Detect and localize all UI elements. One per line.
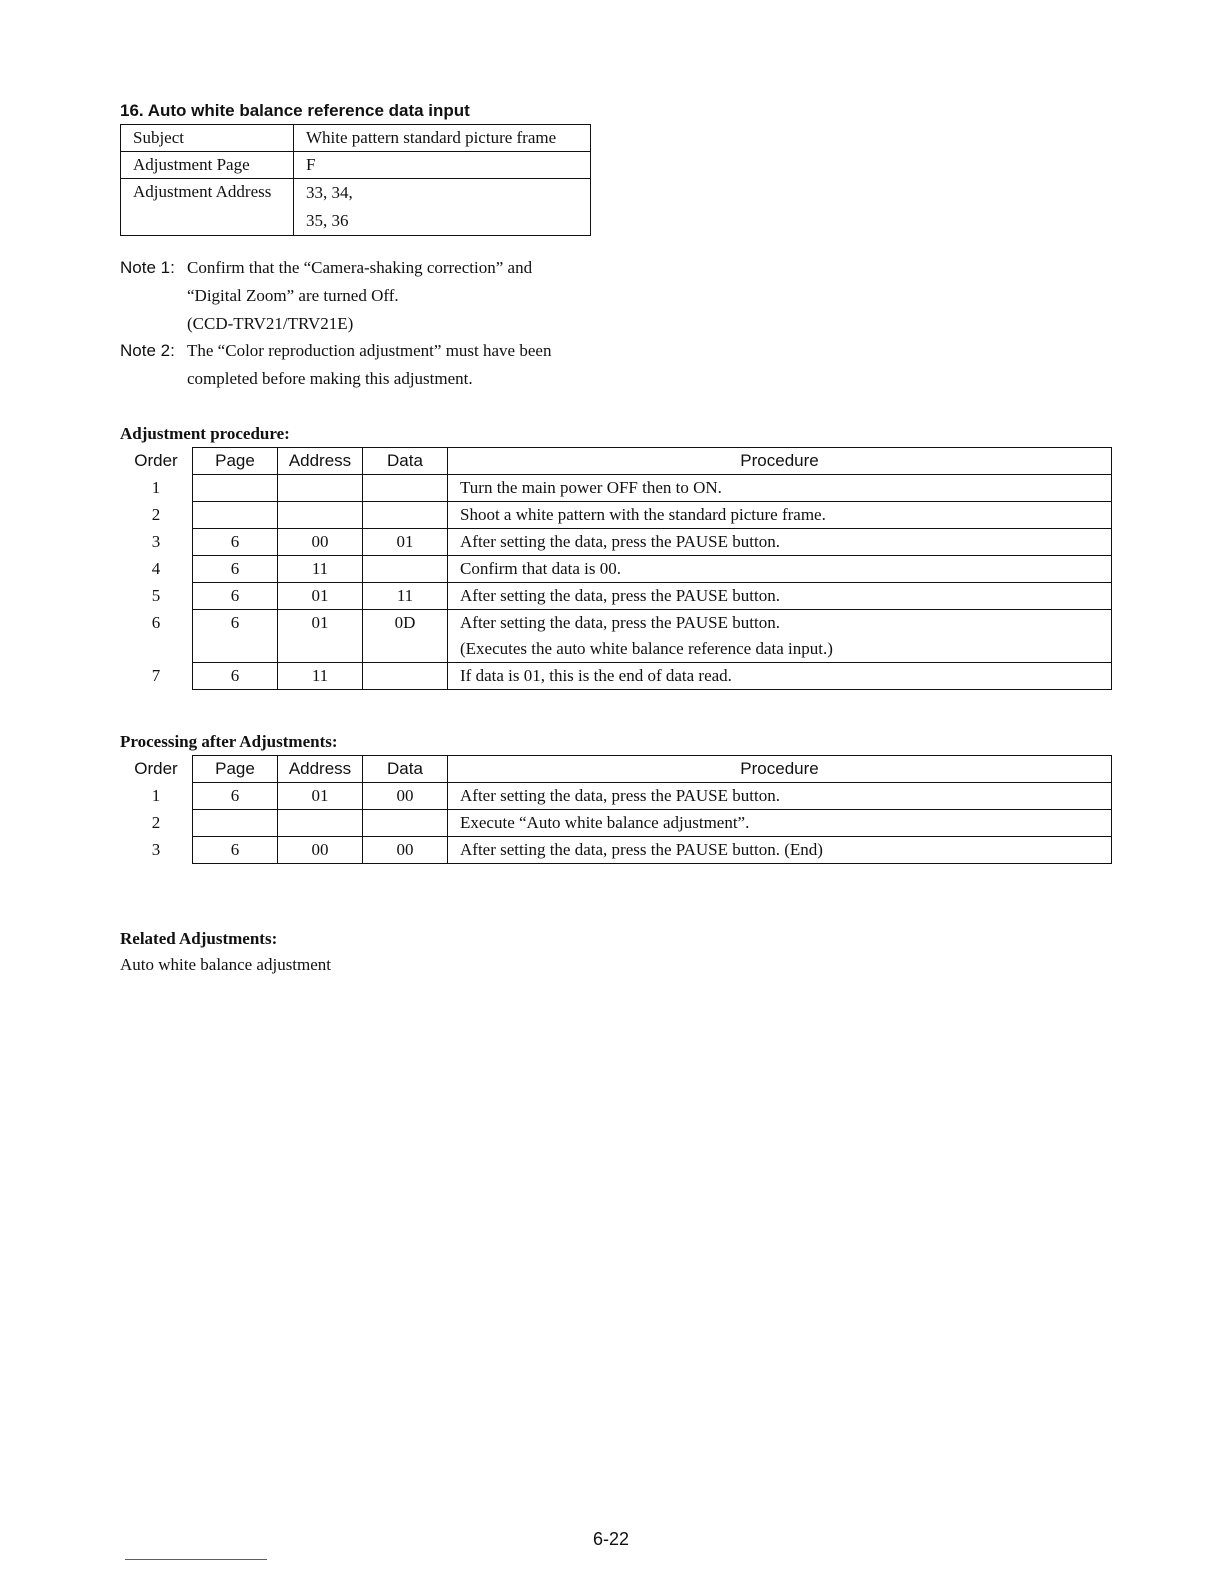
column-header: Procedure — [448, 448, 1112, 475]
procedure-line: Execute “Auto white balance adjustment”. — [460, 813, 750, 832]
note-line: completed before making this adjustment. — [187, 369, 473, 388]
info-row-subject — [121, 125, 591, 152]
column-header: Order — [134, 759, 178, 778]
table-row — [120, 610, 1112, 663]
procedure-line: (Executes the auto white balance reference data input.) — [460, 639, 833, 658]
section-title: 16. Auto white balance reference data input — [120, 101, 470, 120]
info-value: F — [294, 152, 591, 179]
page-cell — [193, 810, 278, 837]
info-row-address — [121, 179, 591, 236]
page-number: 6-22 — [593, 1529, 630, 1549]
procedure-cell — [448, 663, 1112, 690]
data-cell: 00 — [363, 783, 448, 810]
address-cell — [278, 475, 363, 502]
order-cell: 7 — [151, 665, 161, 685]
bottom-rule — [125, 1559, 267, 1560]
info-value-line: 33, 34, — [306, 183, 353, 202]
procedure-line: Confirm that data is 00. — [460, 559, 622, 578]
note-1 — [120, 254, 533, 333]
procedure-cell — [448, 610, 1112, 663]
info-table — [120, 124, 591, 236]
note-label: Note 2: — [120, 341, 175, 360]
column-header: Address — [278, 448, 363, 475]
address-cell: 01 — [278, 610, 363, 663]
procedure-cell — [448, 556, 1112, 583]
data-cell — [363, 810, 448, 837]
order-cell: 3 — [151, 839, 161, 859]
address-cell — [278, 502, 363, 529]
data-cell: 01 — [363, 529, 448, 556]
column-header: Page — [193, 756, 278, 783]
address-cell: 00 — [278, 837, 363, 864]
procedure-line: After setting the data, press the PAUSE button. — [460, 786, 780, 805]
table-row — [120, 502, 1112, 529]
page-cell: 6 — [193, 837, 278, 864]
adjustment-procedure-body — [120, 475, 1112, 690]
info-value: White pattern standard picture frame — [294, 125, 591, 152]
procedure-cell — [448, 502, 1112, 529]
adjustment-procedure-heading: Adjustment procedure: — [120, 424, 290, 443]
table-row — [120, 475, 1112, 502]
note-line: Confirm that the “Camera-shaking correction” and — [187, 258, 533, 277]
address-cell: 01 — [278, 783, 363, 810]
order-cell: 2 — [151, 504, 161, 524]
processing-after-table — [120, 755, 1112, 864]
table-row — [120, 663, 1112, 690]
data-cell: 11 — [363, 583, 448, 610]
procedure-line: If data is 01, this is the end of data read. — [460, 666, 732, 685]
procedure-cell — [448, 583, 1112, 610]
processing-after-body — [120, 783, 1112, 864]
column-header: Address — [278, 756, 363, 783]
page-cell: 6 — [193, 556, 278, 583]
procedure-cell — [448, 529, 1112, 556]
note-line: (CCD-TRV21/TRV21E) — [187, 314, 354, 333]
column-header: Page — [193, 448, 278, 475]
table-row — [120, 783, 1112, 810]
table-row — [120, 837, 1112, 864]
procedure-line: After setting the data, press the PAUSE button. — [460, 586, 780, 605]
table-header-row — [120, 756, 1112, 783]
data-cell — [363, 663, 448, 690]
order-cell: 1 — [151, 785, 161, 805]
procedure-line: After setting the data, press the PAUSE button. — [460, 532, 780, 551]
table-row — [120, 556, 1112, 583]
page-cell — [193, 475, 278, 502]
order-cell: 4 — [151, 558, 161, 578]
procedure-line: Turn the main power OFF then to ON. — [460, 478, 722, 497]
procedure-cell — [448, 837, 1112, 864]
page-cell: 6 — [193, 783, 278, 810]
order-cell: 5 — [151, 585, 161, 605]
data-cell: 00 — [363, 837, 448, 864]
column-header: Order — [134, 451, 178, 470]
procedure-cell — [448, 810, 1112, 837]
page-cell — [193, 502, 278, 529]
note-2 — [120, 337, 552, 388]
related-heading: Related Adjustments: — [120, 929, 278, 948]
order-cell: 3 — [151, 531, 161, 551]
note-line: “Digital Zoom” are turned Off. — [187, 286, 399, 305]
info-row-page — [121, 152, 591, 179]
procedure-cell — [448, 475, 1112, 502]
related-adjustments — [120, 926, 331, 978]
address-cell: 11 — [278, 663, 363, 690]
address-cell: 11 — [278, 556, 363, 583]
order-cell: 6 — [151, 612, 161, 632]
info-value-line: 35, 36 — [306, 211, 349, 230]
note-label: Note 1: — [120, 258, 175, 277]
address-cell — [278, 810, 363, 837]
address-cell: 00 — [278, 529, 363, 556]
note-line: The “Color reproduction adjustment” must have been — [187, 341, 552, 360]
procedure-line: After setting the data, press the PAUSE button. — [460, 613, 780, 632]
column-header: Data — [363, 448, 448, 475]
table-row — [120, 583, 1112, 610]
data-cell — [363, 502, 448, 529]
info-value — [294, 179, 591, 236]
related-text: Auto white balance adjustment — [120, 955, 332, 974]
table-row — [120, 529, 1112, 556]
data-cell — [363, 556, 448, 583]
page-cell: 6 — [193, 663, 278, 690]
data-cell — [363, 475, 448, 502]
info-key: Subject — [121, 125, 294, 152]
adjustment-procedure-table — [120, 447, 1112, 690]
order-cell: 2 — [151, 812, 161, 832]
page-cell: 6 — [193, 610, 278, 663]
order-cell: 1 — [151, 477, 161, 497]
procedure-cell — [448, 783, 1112, 810]
processing-after-heading: Processing after Adjustments: — [120, 732, 338, 751]
page-cell: 6 — [193, 583, 278, 610]
info-key: Adjustment Page — [121, 152, 294, 179]
procedure-line: Shoot a white pattern with the standard picture frame. — [460, 505, 826, 524]
procedure-line: After setting the data, press the PAUSE button. (End) — [460, 840, 823, 859]
page-cell: 6 — [193, 529, 278, 556]
table-row — [120, 810, 1112, 837]
table-header-row — [120, 448, 1112, 475]
address-cell: 01 — [278, 583, 363, 610]
column-header: Data — [363, 756, 448, 783]
info-key: Adjustment Address — [121, 179, 294, 236]
column-header: Procedure — [448, 756, 1112, 783]
data-cell: 0D — [363, 610, 448, 663]
